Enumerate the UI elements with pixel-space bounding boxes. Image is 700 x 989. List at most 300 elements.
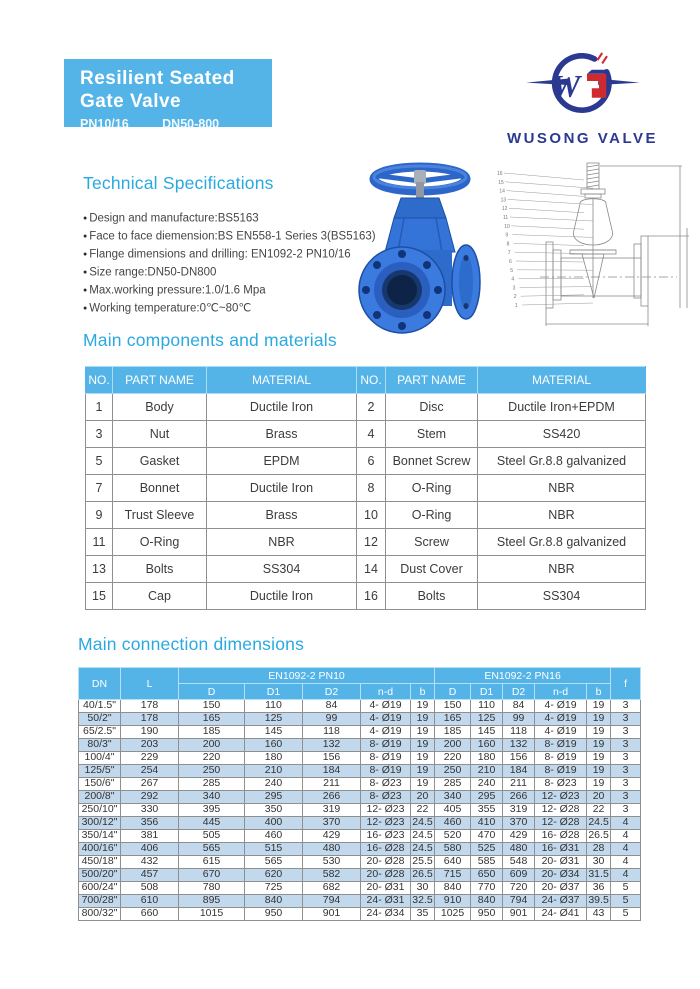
table-cell: 5 xyxy=(611,895,641,908)
table-cell: 565 xyxy=(245,856,303,869)
table-cell: 4 xyxy=(611,856,641,869)
dimensions-section xyxy=(78,634,640,921)
table-cell: 13 xyxy=(86,556,113,583)
table-cell: Nut xyxy=(113,421,207,448)
table-cell: 950 xyxy=(471,908,503,921)
table-cell: 210 xyxy=(471,765,503,778)
table-cell: 12 xyxy=(357,529,386,556)
group-pn16: EN1092-2 PN16 xyxy=(435,668,611,684)
table-row xyxy=(79,817,641,830)
table-cell: 355 xyxy=(471,804,503,817)
table-cell: 200 xyxy=(179,739,245,752)
table-cell: 500/20" xyxy=(79,869,121,882)
table-cell: 3 xyxy=(86,421,113,448)
table-cell: 132 xyxy=(303,739,361,752)
table-cell: 8- Ø23 xyxy=(361,791,411,804)
table-cell: 210 xyxy=(245,765,303,778)
table-cell: 285 xyxy=(435,778,471,791)
table-cell: 770 xyxy=(471,882,503,895)
table-cell: 2 xyxy=(357,394,386,421)
group-pn10: EN1092-2 PN10 xyxy=(179,668,435,684)
table-cell: 180 xyxy=(245,752,303,765)
table-cell: 600/24" xyxy=(79,882,121,895)
table-cell: 24.5 xyxy=(412,842,433,855)
table-cell: 470 xyxy=(471,830,503,843)
table-cell: 319 xyxy=(303,804,361,817)
table-cell: 240 xyxy=(245,778,303,791)
table-cell: NBR xyxy=(478,502,646,529)
table-cell: 8- Ø19 xyxy=(361,752,411,765)
dimensions-header-row-1 xyxy=(79,668,641,684)
table-cell: 12- Ø23 xyxy=(361,817,411,830)
table-cell: 20- Ø31 xyxy=(535,856,587,869)
company-logo xyxy=(500,42,665,147)
table-cell: Stem xyxy=(386,421,478,448)
table-cell: 250/10" xyxy=(79,804,121,817)
table-cell: 24- Ø37 xyxy=(535,895,587,908)
table-cell: 30 xyxy=(411,882,435,895)
table-cell: 901 xyxy=(303,908,361,921)
table-cell: 480 xyxy=(303,843,361,856)
table-cell: 36 xyxy=(587,882,611,895)
table-cell: Ductile Iron xyxy=(207,583,357,610)
svg-text:14: 14 xyxy=(499,188,505,195)
table-cell: Cap xyxy=(113,583,207,610)
table-cell: 381 xyxy=(121,830,179,843)
table-cell: 100/4" xyxy=(79,752,121,765)
col-pn10-d2: D2 xyxy=(303,684,361,700)
table-cell: Trust Sleeve xyxy=(113,502,207,529)
table-cell: 530 xyxy=(303,856,361,869)
table-cell: NBR xyxy=(478,475,646,502)
table-cell: 190 xyxy=(121,726,179,739)
table-cell: 15 xyxy=(86,583,113,610)
table-cell: 110 xyxy=(245,700,303,713)
table-cell: 640 xyxy=(435,856,471,869)
table-cell: 520 xyxy=(435,830,471,843)
table-cell: 3 xyxy=(611,778,641,791)
table-cell: 12- Ø28 xyxy=(535,817,587,830)
table-cell: 8- Ø19 xyxy=(361,765,411,778)
wusong-logo-icon xyxy=(523,42,643,128)
table-cell: 39.5 xyxy=(588,894,609,907)
table-cell: 3 xyxy=(611,726,641,739)
table-cell: 300/12" xyxy=(79,817,121,830)
table-cell: 211 xyxy=(503,778,535,791)
table-cell: 150/6" xyxy=(79,778,121,791)
table-cell: 211 xyxy=(303,778,361,791)
svg-text:1: 1 xyxy=(515,303,518,309)
col-pn10-d: D xyxy=(179,684,245,700)
valve-drawing xyxy=(490,158,697,335)
table-cell: O-Ring xyxy=(113,529,207,556)
table-cell: 266 xyxy=(303,791,361,804)
table-cell: 110 xyxy=(471,700,503,713)
table-cell: 8- Ø19 xyxy=(535,752,587,765)
table-cell: 184 xyxy=(503,765,535,778)
table-cell: 950 xyxy=(245,908,303,921)
table-cell: Disc xyxy=(386,394,478,421)
table-cell: 901 xyxy=(503,908,535,921)
table-cell: 254 xyxy=(121,765,179,778)
table-cell: 650 xyxy=(471,869,503,882)
table-cell: 505 xyxy=(179,830,245,843)
table-row xyxy=(86,583,646,610)
spec-item: ● Size range:DN50-DN800 xyxy=(83,264,373,282)
col-part-1: PART NAME xyxy=(113,367,207,394)
svg-text:15: 15 xyxy=(498,179,504,186)
table-cell: 22 xyxy=(587,804,611,817)
technical-specifications-section xyxy=(83,173,376,318)
table-cell: 840 xyxy=(471,895,503,908)
table-cell: Bolts xyxy=(113,556,207,583)
table-cell: 295 xyxy=(245,791,303,804)
table-cell: NBR xyxy=(207,529,357,556)
spec-item: ● Design and manufacture:BS5163 xyxy=(83,210,373,228)
table-cell: 720 xyxy=(503,882,535,895)
table-cell: 445 xyxy=(179,817,245,830)
gate-valve-image xyxy=(356,162,484,334)
table-cell: 8- Ø19 xyxy=(361,739,411,752)
table-row xyxy=(79,726,641,739)
table-cell: 19 xyxy=(587,765,611,778)
table-cell: 185 xyxy=(435,726,471,739)
table-cell: 80/3" xyxy=(79,739,121,752)
table-cell: 525 xyxy=(471,843,503,856)
table-cell: 5 xyxy=(86,448,113,475)
size-range-badge: DN50-800 xyxy=(162,117,220,131)
table-cell: 266 xyxy=(503,791,535,804)
table-cell: 65/2.5" xyxy=(79,726,121,739)
table-cell: 9 xyxy=(86,502,113,529)
table-cell: 32.5 xyxy=(412,894,433,907)
table-cell: 840 xyxy=(245,895,303,908)
table-cell: 200/8" xyxy=(79,791,121,804)
product-title-line1: Resilient Seated xyxy=(80,68,235,89)
table-cell: 31.5 xyxy=(588,868,609,881)
table-cell: 14 xyxy=(357,556,386,583)
dimensions-table xyxy=(78,667,641,921)
table-cell: 125/5" xyxy=(79,765,121,778)
components-table xyxy=(85,366,646,610)
table-cell: 292 xyxy=(121,791,179,804)
table-cell: 4- Ø19 xyxy=(535,713,587,726)
spec-item: ● Working temperature:0℃~80℃ xyxy=(83,300,373,318)
table-cell: 240 xyxy=(471,778,503,791)
table-row xyxy=(79,869,641,882)
specs-list xyxy=(83,210,376,318)
table-cell: 19 xyxy=(587,752,611,765)
table-cell: 4- Ø19 xyxy=(535,726,587,739)
table-row xyxy=(86,529,646,556)
col-material-1: MATERIAL xyxy=(207,367,357,394)
table-row xyxy=(79,804,641,817)
components-header-row xyxy=(86,367,646,394)
table-cell: 250 xyxy=(435,765,471,778)
table-cell: 715 xyxy=(435,869,471,882)
table-cell: Brass xyxy=(207,421,357,448)
table-cell: Screw xyxy=(386,529,478,556)
table-cell: 3 xyxy=(611,700,641,713)
valve-section-drawing xyxy=(490,158,697,335)
table-cell: EPDM xyxy=(207,448,357,475)
table-cell: Ductile Iron+EPDM xyxy=(478,394,646,421)
svg-text:8: 8 xyxy=(506,241,510,248)
table-cell: 4 xyxy=(611,817,641,830)
col-material-2: MATERIAL xyxy=(478,367,646,394)
table-cell: 20- Ø28 xyxy=(361,869,411,882)
table-cell: 460 xyxy=(245,830,303,843)
table-cell: 1025 xyxy=(435,908,471,921)
table-cell: 800/32" xyxy=(79,908,121,921)
table-cell: 7 xyxy=(86,475,113,502)
table-row xyxy=(79,856,641,869)
table-cell: 20- Ø34 xyxy=(535,869,587,882)
table-cell: 19 xyxy=(411,739,435,752)
table-cell: Ductile Iron xyxy=(207,394,357,421)
table-cell: 99 xyxy=(303,713,361,726)
table-cell: 165 xyxy=(435,713,471,726)
col-no-2: NO. xyxy=(357,367,386,394)
table-cell: 370 xyxy=(303,817,361,830)
table-cell: 160 xyxy=(245,739,303,752)
table-cell: 20 xyxy=(411,791,435,804)
table-cell: 6 xyxy=(357,448,386,475)
table-cell: 19 xyxy=(587,713,611,726)
brand-name: WUSONG VALVE xyxy=(506,130,659,147)
table-cell: 400 xyxy=(245,817,303,830)
table-cell: 794 xyxy=(303,895,361,908)
table-cell: 28 xyxy=(587,843,611,856)
table-cell: 125 xyxy=(471,713,503,726)
table-cell: SS304 xyxy=(207,556,357,583)
table-row xyxy=(79,713,641,726)
svg-text:4: 4 xyxy=(511,276,515,283)
table-cell: 25.5 xyxy=(412,855,433,868)
table-cell: 20- Ø28 xyxy=(361,856,411,869)
table-cell: 20- Ø31 xyxy=(361,882,411,895)
svg-text:10: 10 xyxy=(504,223,510,230)
table-cell: 8 xyxy=(357,475,386,502)
svg-text:6: 6 xyxy=(509,259,512,265)
table-cell: 10 xyxy=(357,502,386,529)
table-cell: 840 xyxy=(435,882,471,895)
product-title-line2: Gate Valve xyxy=(80,91,182,112)
table-cell: 609 xyxy=(503,869,535,882)
table-cell: 26.5 xyxy=(412,868,433,881)
svg-text:W: W xyxy=(551,68,580,104)
table-cell: 356 xyxy=(121,817,179,830)
table-cell: O-Ring xyxy=(386,475,478,502)
col-part-2: PART NAME xyxy=(386,367,478,394)
table-cell: 185 xyxy=(179,726,245,739)
table-cell: 3 xyxy=(611,739,641,752)
col-pn10-b: b xyxy=(411,684,435,700)
table-cell: Brass xyxy=(207,502,357,529)
table-cell: 3 xyxy=(611,791,641,804)
svg-text:11: 11 xyxy=(503,215,509,221)
col-pn16-d1: D1 xyxy=(471,684,503,700)
table-row xyxy=(79,765,641,778)
table-cell: SS304 xyxy=(478,583,646,610)
table-row xyxy=(86,448,646,475)
table-cell: 350/14" xyxy=(79,830,121,843)
drawing-leader-labels xyxy=(497,171,593,309)
components-section xyxy=(85,330,645,610)
svg-text:9: 9 xyxy=(505,232,509,239)
table-cell: 3 xyxy=(611,765,641,778)
table-cell: Dust Cover xyxy=(386,556,478,583)
table-cell: 3 xyxy=(611,713,641,726)
table-row xyxy=(79,778,641,791)
table-cell: 99 xyxy=(503,713,535,726)
table-cell: 3 xyxy=(611,804,641,817)
col-f: f xyxy=(611,668,641,700)
table-cell: 330 xyxy=(121,804,179,817)
col-pn16-d2: D2 xyxy=(503,684,535,700)
table-row xyxy=(79,882,641,895)
table-cell: 19 xyxy=(411,700,435,713)
table-row xyxy=(79,895,641,908)
table-cell: 160 xyxy=(471,739,503,752)
table-cell: 285 xyxy=(179,778,245,791)
table-cell: 20- Ø37 xyxy=(535,882,587,895)
col-pn16-nd: n-d xyxy=(535,684,587,700)
svg-text:12: 12 xyxy=(501,206,508,213)
table-cell: 670 xyxy=(179,869,245,882)
table-cell: 178 xyxy=(121,713,179,726)
table-cell: 156 xyxy=(303,752,361,765)
table-cell: 30 xyxy=(587,856,611,869)
col-pn16-d: D xyxy=(435,684,471,700)
svg-text:13: 13 xyxy=(500,197,507,204)
table-cell: 480 xyxy=(503,843,535,856)
svg-text:2: 2 xyxy=(513,294,517,301)
table-cell: 118 xyxy=(303,726,361,739)
table-cell: 4- Ø19 xyxy=(535,700,587,713)
spec-item: ● Face to face diemension:BS EN558-1 Series 3(BS5163) xyxy=(83,228,373,246)
table-cell: 12- Ø23 xyxy=(535,791,587,804)
svg-text:16: 16 xyxy=(497,171,503,177)
table-cell: 8- Ø19 xyxy=(535,739,587,752)
table-cell: 50/2" xyxy=(79,713,121,726)
table-cell: 8- Ø19 xyxy=(535,765,587,778)
table-cell: 350 xyxy=(245,804,303,817)
table-cell: Gasket xyxy=(113,448,207,475)
table-row xyxy=(79,843,641,856)
table-cell: 457 xyxy=(121,869,179,882)
table-cell: 8- Ø23 xyxy=(361,778,411,791)
table-cell: 24- Ø31 xyxy=(361,895,411,908)
table-cell: 405 xyxy=(435,804,471,817)
table-cell: 165 xyxy=(179,713,245,726)
table-row xyxy=(79,752,641,765)
table-cell: 432 xyxy=(121,856,179,869)
table-cell: 250 xyxy=(179,765,245,778)
table-cell: 548 xyxy=(503,856,535,869)
table-cell: 220 xyxy=(179,752,245,765)
table-cell: 118 xyxy=(503,726,535,739)
table-cell: 19 xyxy=(411,765,435,778)
table-cell: 5 xyxy=(611,882,641,895)
table-cell: Steel Gr.8.8 galvanized xyxy=(478,448,646,475)
table-cell: 780 xyxy=(179,882,245,895)
col-pn16-b: b xyxy=(587,684,611,700)
table-cell: 8- Ø23 xyxy=(535,778,587,791)
table-cell: 429 xyxy=(503,830,535,843)
table-cell: 220 xyxy=(435,752,471,765)
table-cell: 35 xyxy=(411,908,435,921)
table-cell: 150 xyxy=(435,700,471,713)
col-dn: DN xyxy=(79,668,121,700)
table-cell: 515 xyxy=(245,843,303,856)
table-cell: 16 xyxy=(357,583,386,610)
table-cell: SS420 xyxy=(478,421,646,448)
table-cell: 610 xyxy=(121,895,179,908)
table-row xyxy=(79,700,641,713)
table-cell: 615 xyxy=(179,856,245,869)
spec-item: ● Flange dimensions and drilling: EN1092-2 PN10/16 xyxy=(83,246,373,264)
table-cell: 4 xyxy=(611,869,641,882)
col-l: L xyxy=(121,668,179,700)
svg-text:5: 5 xyxy=(510,267,513,274)
table-cell: 508 xyxy=(121,882,179,895)
col-pn10-nd: n-d xyxy=(361,684,411,700)
table-cell: 5 xyxy=(611,908,641,921)
table-cell: 19 xyxy=(587,739,611,752)
table-row xyxy=(86,475,646,502)
svg-text:3: 3 xyxy=(512,285,516,292)
table-cell: 84 xyxy=(303,700,361,713)
specs-heading: Technical Specifications xyxy=(83,173,274,193)
table-cell: 429 xyxy=(303,830,361,843)
pressure-rating: PN10/16 xyxy=(80,117,129,131)
table-cell: 229 xyxy=(121,752,179,765)
table-cell: 340 xyxy=(435,791,471,804)
table-cell: Bonnet Screw xyxy=(386,448,478,475)
table-cell: 200 xyxy=(435,739,471,752)
table-cell: 20 xyxy=(587,791,611,804)
table-cell: 4 xyxy=(611,843,641,856)
table-cell: Body xyxy=(113,394,207,421)
col-pn10-d1: D1 xyxy=(245,684,303,700)
table-cell: 585 xyxy=(471,856,503,869)
table-cell: 582 xyxy=(303,869,361,882)
table-cell: 24- Ø34 xyxy=(361,908,411,921)
table-row xyxy=(86,394,646,421)
table-cell: 26.5 xyxy=(588,829,609,842)
table-cell: 19 xyxy=(411,713,435,726)
table-cell: 319 xyxy=(503,804,535,817)
table-cell: 565 xyxy=(179,843,245,856)
table-cell: 145 xyxy=(471,726,503,739)
table-cell: 267 xyxy=(121,778,179,791)
svg-text:7: 7 xyxy=(507,250,511,257)
table-cell: 700/28" xyxy=(79,895,121,908)
table-cell: Bonnet xyxy=(113,475,207,502)
table-row xyxy=(79,791,641,804)
table-cell: 145 xyxy=(245,726,303,739)
table-cell: 12- Ø28 xyxy=(535,804,587,817)
table-row xyxy=(79,830,641,843)
table-cell: 410 xyxy=(471,817,503,830)
table-cell: 24.5 xyxy=(412,816,433,829)
table-cell: 203 xyxy=(121,739,179,752)
product-subtitle xyxy=(80,117,272,131)
spec-item: ● Max.working pressure:1.0/1.6 Mpa xyxy=(83,282,373,300)
col-no-1: NO. xyxy=(86,367,113,394)
table-cell: 4- Ø19 xyxy=(361,700,411,713)
